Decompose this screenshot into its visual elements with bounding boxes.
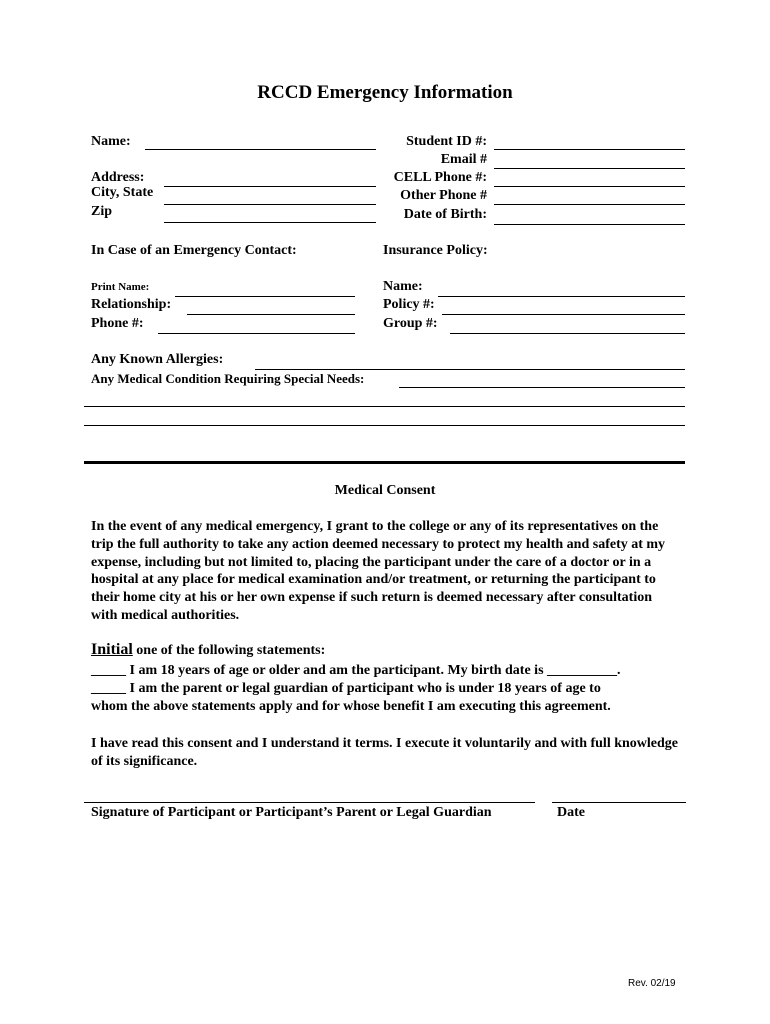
print-name-label: Print Name:: [91, 281, 150, 293]
initial-option-guardian[interactable]: _____ I am the parent or legal guardian of participant who is under 18 years of age to: [91, 681, 601, 696]
acknowledgement-paragraph: I have read this consent and I understand it terms. I execute it voluntarily and with full knowledge of its significance.: [91, 736, 679, 769]
cell-phone-field[interactable]: [494, 186, 685, 187]
other-phone-field[interactable]: [494, 204, 685, 205]
insurance-name-field[interactable]: [438, 296, 685, 297]
city-state-field[interactable]: [164, 204, 376, 205]
name-label: Name:: [91, 134, 131, 149]
address-label: Address:: [91, 170, 145, 185]
initial-instruction-text: one of the following statements:: [132, 643, 326, 658]
cell-phone-label: CELL Phone #:: [393, 170, 487, 185]
name-field[interactable]: [145, 149, 376, 150]
medical-condition-field[interactable]: [399, 387, 685, 388]
insurance-policy-heading: Insurance Policy:: [383, 243, 488, 258]
emergency-phone-label: Phone #:: [91, 316, 144, 331]
revision-label: Rev. 02/19: [628, 978, 676, 989]
policy-number-field[interactable]: [442, 314, 685, 315]
consent-paragraph: In the event of any medical emergency, I grant to the college or any of its representatives on the trip the full authority to take any action deemed necessary to protect my health and safety at my expense, including but not limited to, placing the participant under the care of a doctor or in a hospital at any place for medical examination and/or treatment, or returning the participant to their home city at his or her own expense if such return is deemed necessary after consultation with medical authorities.: [91, 519, 666, 623]
allergies-label: Any Known Allergies:: [91, 352, 224, 367]
zip-field[interactable]: [164, 222, 376, 223]
policy-number-label: Policy #:: [383, 297, 435, 312]
section-divider: [84, 461, 685, 464]
relationship-label: Relationship:: [91, 297, 172, 312]
address-field[interactable]: [164, 186, 376, 187]
city-state-label: City, State: [91, 185, 154, 200]
dob-label: Date of Birth:: [403, 207, 487, 222]
date-field[interactable]: [552, 802, 686, 803]
medical-consent-heading: Medical Consent: [334, 483, 436, 498]
signature-label: Signature of Participant or Participant’s Parent or Legal Guardian: [91, 805, 492, 820]
email-field[interactable]: [494, 168, 685, 169]
initial-option-adult[interactable]: _____ I am 18 years of age or older and am the participant. My birth date is __________.: [91, 663, 621, 678]
emergency-contact-heading: In Case of an Emergency Contact:: [91, 243, 297, 258]
student-id-label: Student ID #:: [406, 134, 487, 149]
emergency-phone-field[interactable]: [158, 333, 355, 334]
medical-condition-line-3[interactable]: [84, 425, 685, 426]
relationship-field[interactable]: [187, 314, 355, 315]
print-name-field[interactable]: [175, 296, 355, 297]
dob-field[interactable]: [494, 224, 685, 225]
student-id-field[interactable]: [494, 149, 685, 150]
group-number-field[interactable]: [450, 333, 685, 334]
initial-option-guardian-continued: whom the above statements apply and for whose benefit I am executing this agreement.: [91, 699, 611, 714]
group-number-label: Group #:: [383, 316, 438, 331]
medical-condition-label: Any Medical Condition Requiring Special Needs:: [91, 371, 365, 386]
insurance-name-label: Name:: [383, 279, 423, 294]
zip-label: Zip: [91, 204, 113, 219]
other-phone-label: Other Phone #: [400, 188, 487, 203]
medical-condition-line-2[interactable]: [84, 406, 685, 407]
date-label: Date: [557, 805, 585, 820]
initial-instruction: [91, 641, 325, 659]
signature-field[interactable]: [84, 802, 535, 803]
email-label: Email #: [440, 152, 487, 167]
initial-word: Initial: [91, 641, 133, 658]
page-title: RCCD Emergency Information: [257, 82, 513, 103]
allergies-field[interactable]: [255, 369, 685, 370]
